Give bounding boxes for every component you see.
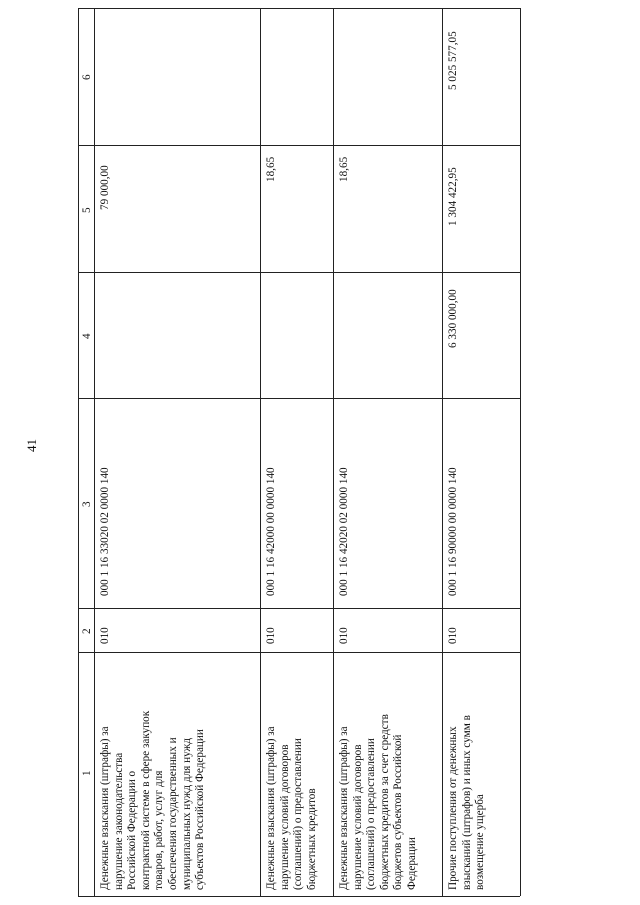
row-border xyxy=(442,8,443,896)
header-col-4: 4 xyxy=(81,333,93,339)
column-border xyxy=(78,145,520,146)
table-row-3-executed: 18,65 xyxy=(338,156,350,182)
page-number: 41 xyxy=(24,439,39,452)
row-border xyxy=(94,8,95,896)
column-border xyxy=(78,272,520,273)
header-col-3: 3 xyxy=(81,501,93,507)
column-border xyxy=(78,608,520,609)
header-col-6: 6 xyxy=(81,74,93,80)
table-row-4-executed: 1 304 422,95 xyxy=(447,167,459,226)
table-row-3-line-code: 010 xyxy=(338,627,350,644)
header-col-5: 5 xyxy=(81,207,93,213)
table-row-4-unexecuted: 5 025 577,05 xyxy=(447,31,459,90)
table-row-1-executed: 79 000,00 xyxy=(99,165,111,210)
table-row-4-revenue-code: 000 1 16 90000 00 0000 140 xyxy=(447,467,459,596)
table-row-4-line-code: 010 xyxy=(447,627,459,644)
table-row-3-revenue-code: 000 1 16 42020 02 0000 140 xyxy=(338,467,350,596)
table-row-4-approved: 6 330 000,00 xyxy=(447,289,459,348)
table-row-4-description: Прочие поступления от денежных взысканий (штрафов) и иных сумм в возмещение ущерба xyxy=(447,715,487,890)
column-border xyxy=(78,652,520,653)
header-col-2: 2 xyxy=(81,628,93,634)
row-border xyxy=(333,8,334,896)
column-border xyxy=(78,398,520,399)
table-row-2-line-code: 010 xyxy=(265,627,277,644)
column-border xyxy=(78,8,520,9)
table-row-2-executed: 18,65 xyxy=(265,156,277,182)
table-row-2-description: Денежные взыскания (штрафы) за нарушение условий договоров (соглашений) о предоставлении бюджетных кредитов xyxy=(265,726,318,890)
table-row-1-description: Денежные взыскания (штрафы) за нарушение законодательства Российской Федерации о контрактной системе в сфере закупок товаров, работ, услуг для обеспечения государственных и муниципальных нужд для нужд субъектов Российской Федерации xyxy=(99,710,207,890)
table-row-3-description: Денежные взыскания (штрафы) за нарушение условий договоров (соглашений) о предоставлении бюджетных кредитов за счет средств бюджетов субъектов Российской Федерации xyxy=(338,714,418,890)
table-row-1-line-code: 010 xyxy=(99,627,111,644)
table-row-2-revenue-code: 000 1 16 42000 00 0000 140 xyxy=(265,467,277,596)
row-border xyxy=(260,8,261,896)
table-row-1-revenue-code: 000 1 16 33020 02 0000 140 xyxy=(99,467,111,596)
column-border xyxy=(78,896,520,897)
row-border xyxy=(78,8,79,896)
row-border xyxy=(520,8,521,896)
header-col-1: 1 xyxy=(81,770,93,776)
